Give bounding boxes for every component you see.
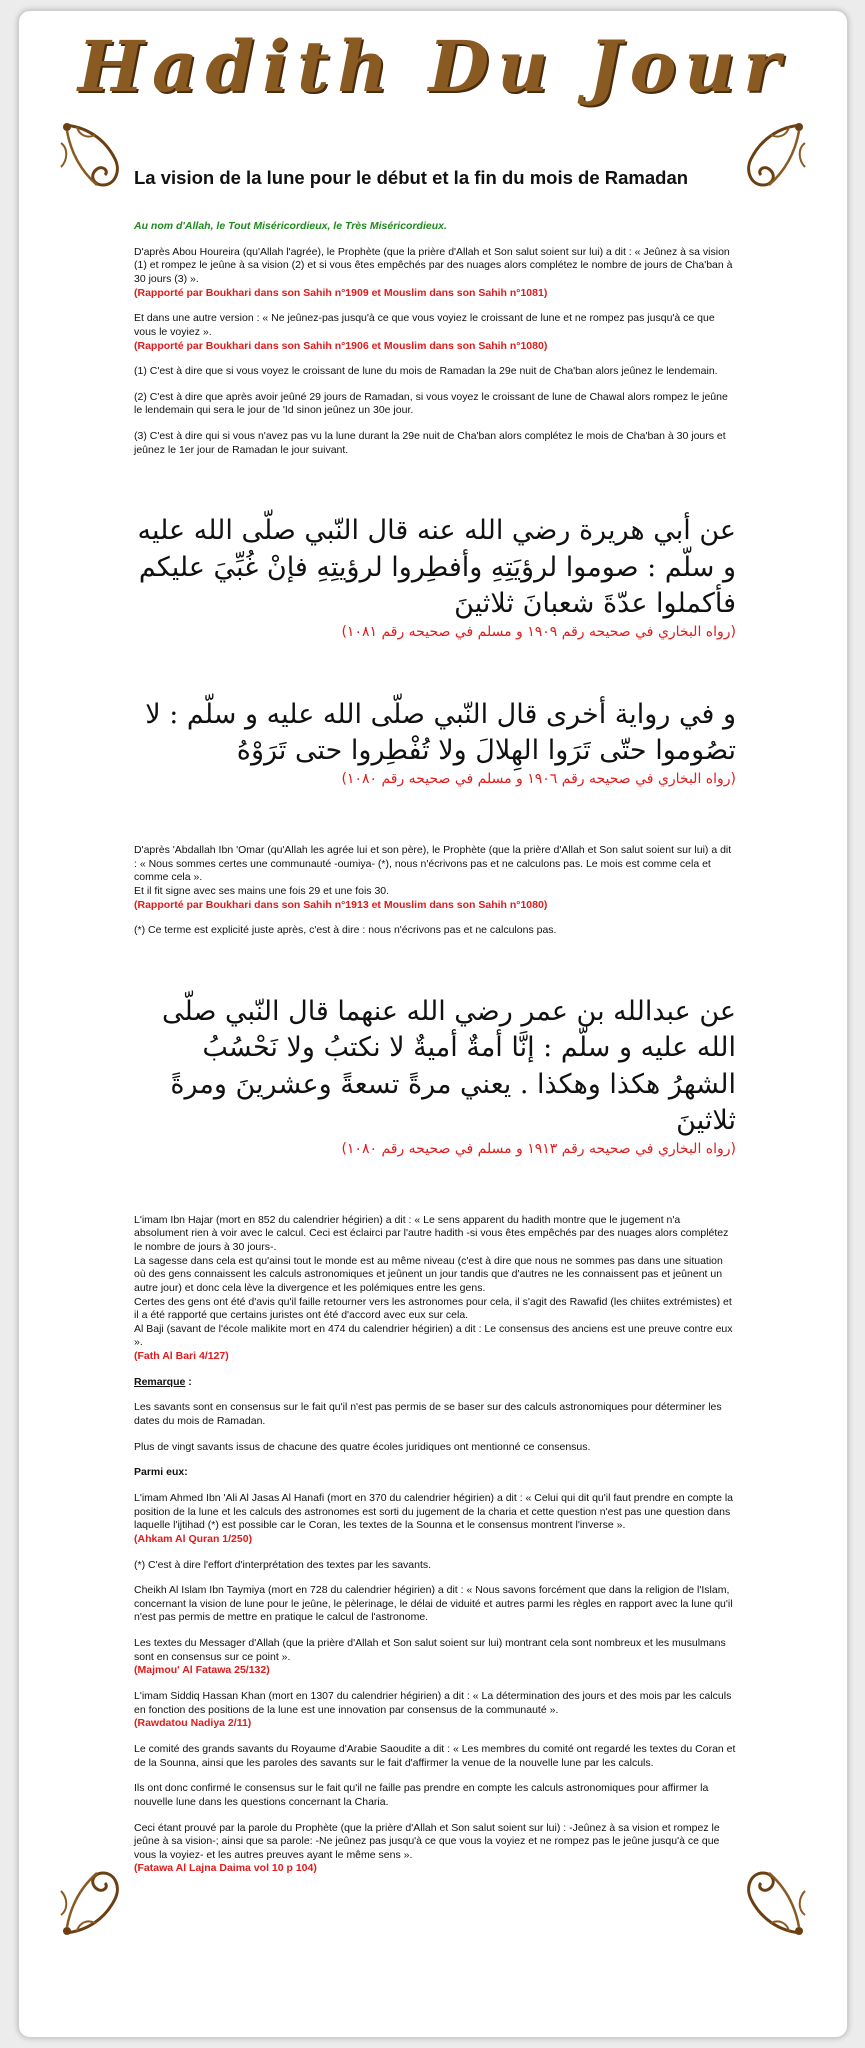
reference-text: (Rapporté par Boukhari dans son Sahih n°1913 et Mouslim dans son Sahih n°1080) [134, 898, 548, 911]
consensus-paragraph: Les savants sont en consensus sur le fait qu'il n'est pas permis de se baser sur des calculs astronomiques pour déterminer les dates du mois de Ramadan. [134, 1401, 722, 1428]
remarque-heading [134, 1376, 736, 1390]
arabic-text: و في رواية أخرى قال النّبي صلّى الله عليه و سلّم : لا تصُوموا حتّى تَرَوا الهِلالَ ولا تُفْطِروا حتى تَرَوْهُ [145, 698, 736, 767]
consensus-paragraph: Plus de vingt savants issus de chacune des quatre écoles juridiques ont mentionné ce consensus. [134, 1440, 591, 1453]
corner-ornament-icon [57, 1861, 127, 1939]
note-paragraph: (3) C'est à dire qui si vous n'avez pas vu la lune durant la 29e nuit de Cha'ban alors complétez le mois de Cha'ban à 30 jours et jeûnez le 1er jour de Ramadan le jour suivant. [134, 430, 726, 456]
paragraph-text: Et il fit signe avec ses mains une fois 29 et une fois 30. [134, 884, 390, 897]
article-content [134, 153, 736, 1888]
scholar-quote [134, 1637, 736, 1678]
basmala-intro: Au nom d'Allah, le Tout Miséricordieux, le Très Miséricordieux. [134, 220, 447, 233]
arabic-hadith-block [134, 697, 736, 788]
banner-title: Hadith Du Jour [77, 25, 789, 108]
paragraph-text: D'après 'Abdallah Ibn 'Omar (qu'Allah les agrée lui et son père), le Prophète (que la prière d'Allah et Son salut soient sur lui) a dit : « Nous sommes certes une communauté -oumiya- (*), nous n'écrivons pas et ne calculons pas. Le mois est comme cela et comme cela ». [134, 843, 732, 884]
reference-text: (Rapporté par Boukhari dans son Sahih n°1909 et Mouslim dans son Sahih n°1081) [134, 286, 548, 299]
page-card [18, 10, 848, 2038]
note-paragraph: (*) C'est à dire l'effort d'interprétation des textes par les savants. [134, 1558, 432, 1571]
paragraph-text: La sagesse dans cela est qu'ainsi tout le monde est au même niveau (c'est à dire que nous ne sommes pas dans une situation où des gens connaissent les calculs astronomiques et jeûnent un jour tandis que d'autres ne les connaissent pas et jeûnent un autre jour) et donc cela lève la divergence et les polémiques entre les gens. [134, 1254, 723, 1294]
reference-text: (Fatawa Al Lajna Daima vol 10 p 104) [134, 1862, 317, 1875]
scholar-quote: Le comité des grands savants du Royaume d'Arabie Saoudite a dit : « Les membres du comité ont regardé les textes du Coran et de la Sounna, ainsi que les paroles des savants sur le fait d'affirmer la venue de la nouvelle lune par les calculs. [134, 1742, 736, 1769]
hadith-paragraph [134, 844, 736, 912]
note-paragraph: (*) Ce terme est explicité juste après, c'est à dire : nous n'écrivons pas et ne calculons pas. [134, 924, 557, 937]
arabic-text: عن عبدالله بن عمر رضي الله عنهما قال النّبي صلّى الله عليه و سلّم : إنَّا أمةٌ أميةٌ لا نكتبُ ولا نَحْسُبُ الشهرُ هكذا وهكذا . يعني مرةً تسعةً وعشرينَ ومرةً ثلاثينَ [162, 995, 736, 1137]
reference-text: (Fath Al Bari 4/127) [134, 1350, 229, 1363]
corner-ornament-icon [739, 119, 809, 197]
scholar-quote [134, 1214, 736, 1364]
corner-ornament-icon [739, 1861, 809, 1939]
remarque-colon: : [185, 1375, 192, 1388]
page-title: La vision de la lune pour le début et la fin du mois de Ramadan [134, 167, 689, 188]
reference-text: (Majmou' Al Fatawa 25/132) [134, 1664, 270, 1677]
scholar-quote: Ils ont donc confirmé le consensus sur le fait qu'il ne faille pas prendre en compte les calculs astronomiques pour affirmer la nouvelle lune dans les questions concernant la Charia. [134, 1782, 709, 1808]
hadith-paragraph [134, 312, 736, 353]
arabic-hadith-block [134, 513, 736, 641]
paragraph-text: L'imam Siddiq Hassan Khan (mort en 1307 du calendrier hégirien) a dit : « La détermination des jours et des mois par les calculs en fonction des positions de la lune est une innovation par consensus de la communauté ». [134, 1690, 732, 1716]
paragraph-text: L'imam Ahmed Ibn 'Ali Al Jasas Al Hanafi (mort en 370 du calendrier hégirien) a dit : « Celui qui dit qu'il faut prendre en compte la position de la lune et les calculs des astronomes est sorti du jugement de la charia et cette question n'est pas une question dans laquelle l'ijtihad (*) est possible car le Coran, les textes de la Sounna et le consensus montrent l'inverse ». [134, 1491, 734, 1532]
reference-text: (Ahkam Al Quran 1/250) [134, 1532, 253, 1545]
reference-text: (Rawdatou Nadiya 2/11) [134, 1717, 252, 1730]
remarque-label: Remarque [134, 1375, 186, 1388]
scholar-quote [134, 1822, 736, 1877]
hadith-paragraph [134, 246, 736, 301]
arabic-text: عن أبي هريرة رضي الله عنه قال النّبي صلّى الله عليه و سلّم : صوموا لرؤيَتِهِ وأفطِروا لرؤيتِهِ فإنْ غُبِّيَ عليكم فأكملوا عدّةَ شعبانَ ثلاثينَ [137, 515, 736, 620]
paragraph-text: D'après Abou Houreira (qu'Allah l'agrée), le Prophète (que la prière d'Allah et Son salut soient sur lui) a dit : « Jeûnez à sa vision (1) et rompez le jeûne à sa vision (2) et si vous êtes empêchés par des nuages alors complétez le nombre de jours de Cha'ban à 30 jours (3) ». [134, 245, 733, 285]
arabic-reference: (رواه البخاري في صحيحه رقم ١٩٠٦ و مسلم في صحيحه رقم ١٠٨٠) [341, 770, 736, 787]
corner-ornament-icon [57, 119, 127, 197]
paragraph-text: Certes des gens ont été d'avis qu'il faille retourner vers les astronomes pour cela, il s'agit des Rawafid (les chiites extrémistes) et il a été rapporté que certains juristes ont été d'accord avec eux sur cela. [134, 1295, 732, 1322]
paragraph-text: Al Baji (savant de l'école malikite mort en 474 du calendrier hégirien) a dit : Le consensus des anciens est une preuve contre eux ». [134, 1322, 733, 1349]
paragraph-text: L'imam Ibn Hajar (mort en 852 du calendrier hégirien) a dit : « Le sens apparent du hadith montre que le jugement n'a absolument rien à voir avec le calcul. Ceci est éclairci par l'autre hadith -si vous êtes empêchés par des nuages alors complétez le nombre de jours à 30 jours-. [134, 1213, 729, 1253]
arabic-hadith-block [134, 994, 736, 1158]
arabic-reference: (رواه البخاري في صحيحه رقم ١٩١٣ و مسلم في صحيحه رقم ١٠٨٠) [341, 1140, 736, 1157]
note-paragraph: (1) C'est à dire que si vous voyez le croissant de lune du mois de Ramadan la 29e nuit de Cha'ban alors jeûnez le lendemain. [134, 365, 718, 378]
scholar-quote [134, 1492, 736, 1547]
scholar-quote: Cheikh Al Islam Ibn Taymiya (mort en 728 du calendrier hégirien) a dit : « Nous savons forcément que dans la religion de l'Islam, concernant la vision de lune pour le jeûne, le pèlerinage, le délai de viduité et autres parmi les règles en rapport avec la lune qu'il n'est pas permis de mettre en pratique le calcul de l'astronome. [134, 1584, 733, 1624]
paragraph-text: Et dans une autre version : « Ne jeûnez-pas jusqu'à ce que vous voyiez le croissant de lune et ne rompez pas jusqu'à ce que vous le voyiez ». [134, 312, 715, 338]
arabic-reference: (رواه البخاري في صحيحه رقم ١٩٠٩ و مسلم في صحيحه رقم ١٠٨١) [341, 623, 736, 640]
paragraph-text: Les textes du Messager d'Allah (que la prière d'Allah et Son salut soient sur lui) montrant cela sont nombreux et les musulmans sont en consensus sur ce point ». [134, 1637, 726, 1663]
scholar-quote [134, 1690, 736, 1731]
reference-text: (Rapporté par Boukhari dans son Sahih n°1906 et Mouslim dans son Sahih n°1080) [134, 339, 548, 352]
note-paragraph: (2) C'est à dire que après avoir jeûné 29 jours de Ramadan, si vous voyez le croissant de lune de Chawal alors rompez le jeûne le lendemain qui sera le jour de 'Id sinon jeûnez un 30e jour. [134, 390, 728, 417]
parmi-heading: Parmi eux: [134, 1466, 188, 1479]
paragraph-text: Ceci étant prouvé par la parole du Prophète (que la prière d'Allah et Son salut soient sur lui) : -Jeûnez à sa vision et rompez le jeûne à sa vision-; ainsi que sa parole: -Ne jeûnez pas jusqu'à ce que vous la voyiez et ne rompez pas le jeûne jusqu'à ce que vous la voyiez- et les autres preuves ayant le même sens ». [134, 1821, 720, 1861]
